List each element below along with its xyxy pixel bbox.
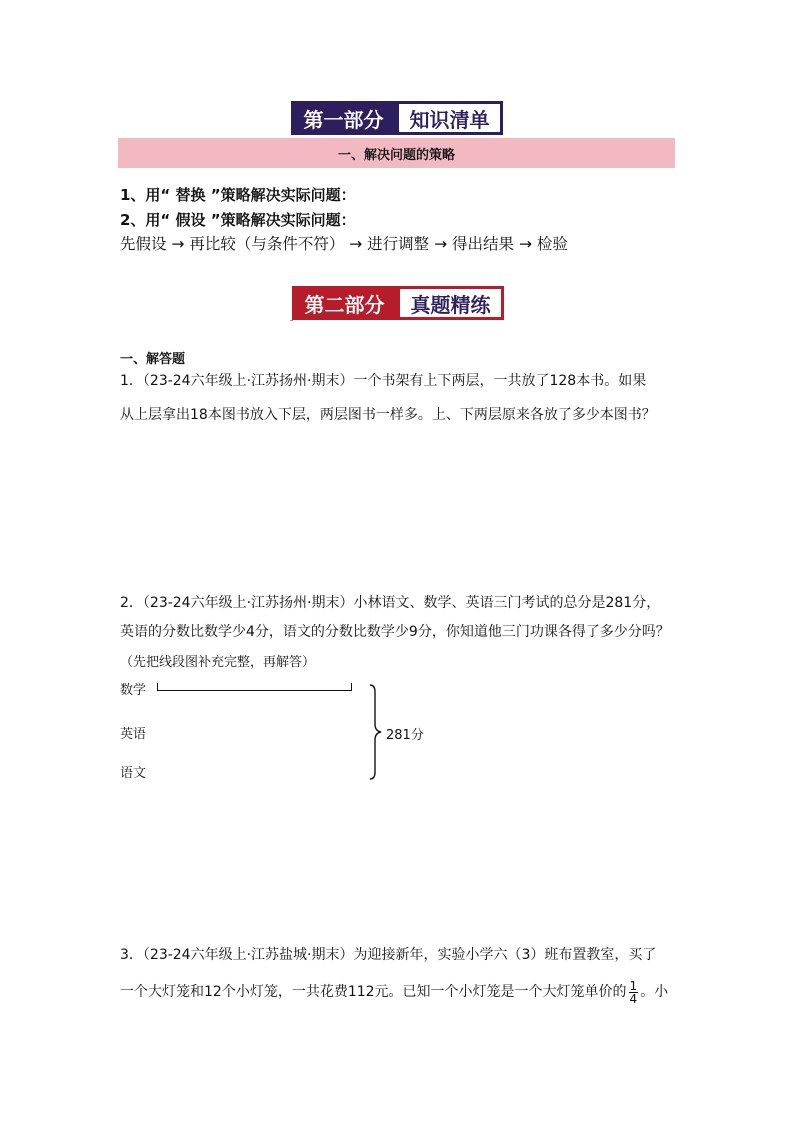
section-title: 一、解答题 xyxy=(120,352,186,367)
fraction-denominator: 4 xyxy=(629,991,638,1006)
question-2-line-2: 英语的分数比数学少4分，语文的分数比数学少9分，你知道他三门功课各得了多少分吗？ xyxy=(120,624,670,640)
knowledge-list-label: 知识清单 xyxy=(396,101,503,135)
diagram-label-math: 数学 xyxy=(120,683,147,698)
strategy-flow: 先假设 → 再比较（与条件不符） → 进行调整 → 得出结果 → 检验 xyxy=(120,235,568,253)
part-two-banner xyxy=(292,286,504,320)
part-one-label: 第一部分 xyxy=(291,101,396,135)
fraction-one-quarter xyxy=(629,980,639,1005)
math-segment xyxy=(157,683,352,691)
total-brace xyxy=(368,684,384,780)
question-2-line-3: （先把线段图补充完整，再解答） xyxy=(120,655,316,670)
question-3-line-2-tail: 。小 xyxy=(640,984,669,1000)
question-3-line-2-text: 一个大灯笼和12个小灯笼，一共花费112元。已知一个小灯笼是一个大灯笼单价的 xyxy=(120,984,627,1000)
question-1-line-1: 1．（23-24六年级上·江苏扬州·期末）一个书架有上下两层，一共放了128本书。如果 xyxy=(120,373,647,389)
strategy-item-replace: 1、用“ 替换 ”策略解决实际问题： xyxy=(120,186,356,204)
question-1-line-2: 从上层拿出18本图书放入下层，两层图书一样多。上、下两层原来各放了多少本图书？ xyxy=(120,407,656,423)
strategy-item-assume: 2、用“ 假设 ”策略解决实际问题： xyxy=(120,211,356,229)
strategy-heading: 一、解决问题的策略 xyxy=(118,138,675,168)
exercise-label: 真题精练 xyxy=(397,286,504,320)
question-2-line-1: 2．（23-24六年级上·江苏扬州·期末）小林语文、数学、英语三门考试的总分是281分， xyxy=(120,595,661,611)
decorative-dot xyxy=(290,320,293,321)
part-two-label: 第二部分 xyxy=(292,286,397,320)
fraction-numerator: 1 xyxy=(629,978,638,993)
diagram-label-chinese: 语文 xyxy=(120,766,147,781)
part-one-banner xyxy=(291,101,503,135)
diagram-total: 281分 xyxy=(386,728,424,743)
diagram-label-english: 英语 xyxy=(120,727,147,742)
question-3-line-1: 3．（23-24六年级上·江苏盐城·期末）为迎接新年，实验小学六（3）班布置教室，买了 xyxy=(120,947,657,963)
question-3-line-2 xyxy=(120,977,668,1008)
